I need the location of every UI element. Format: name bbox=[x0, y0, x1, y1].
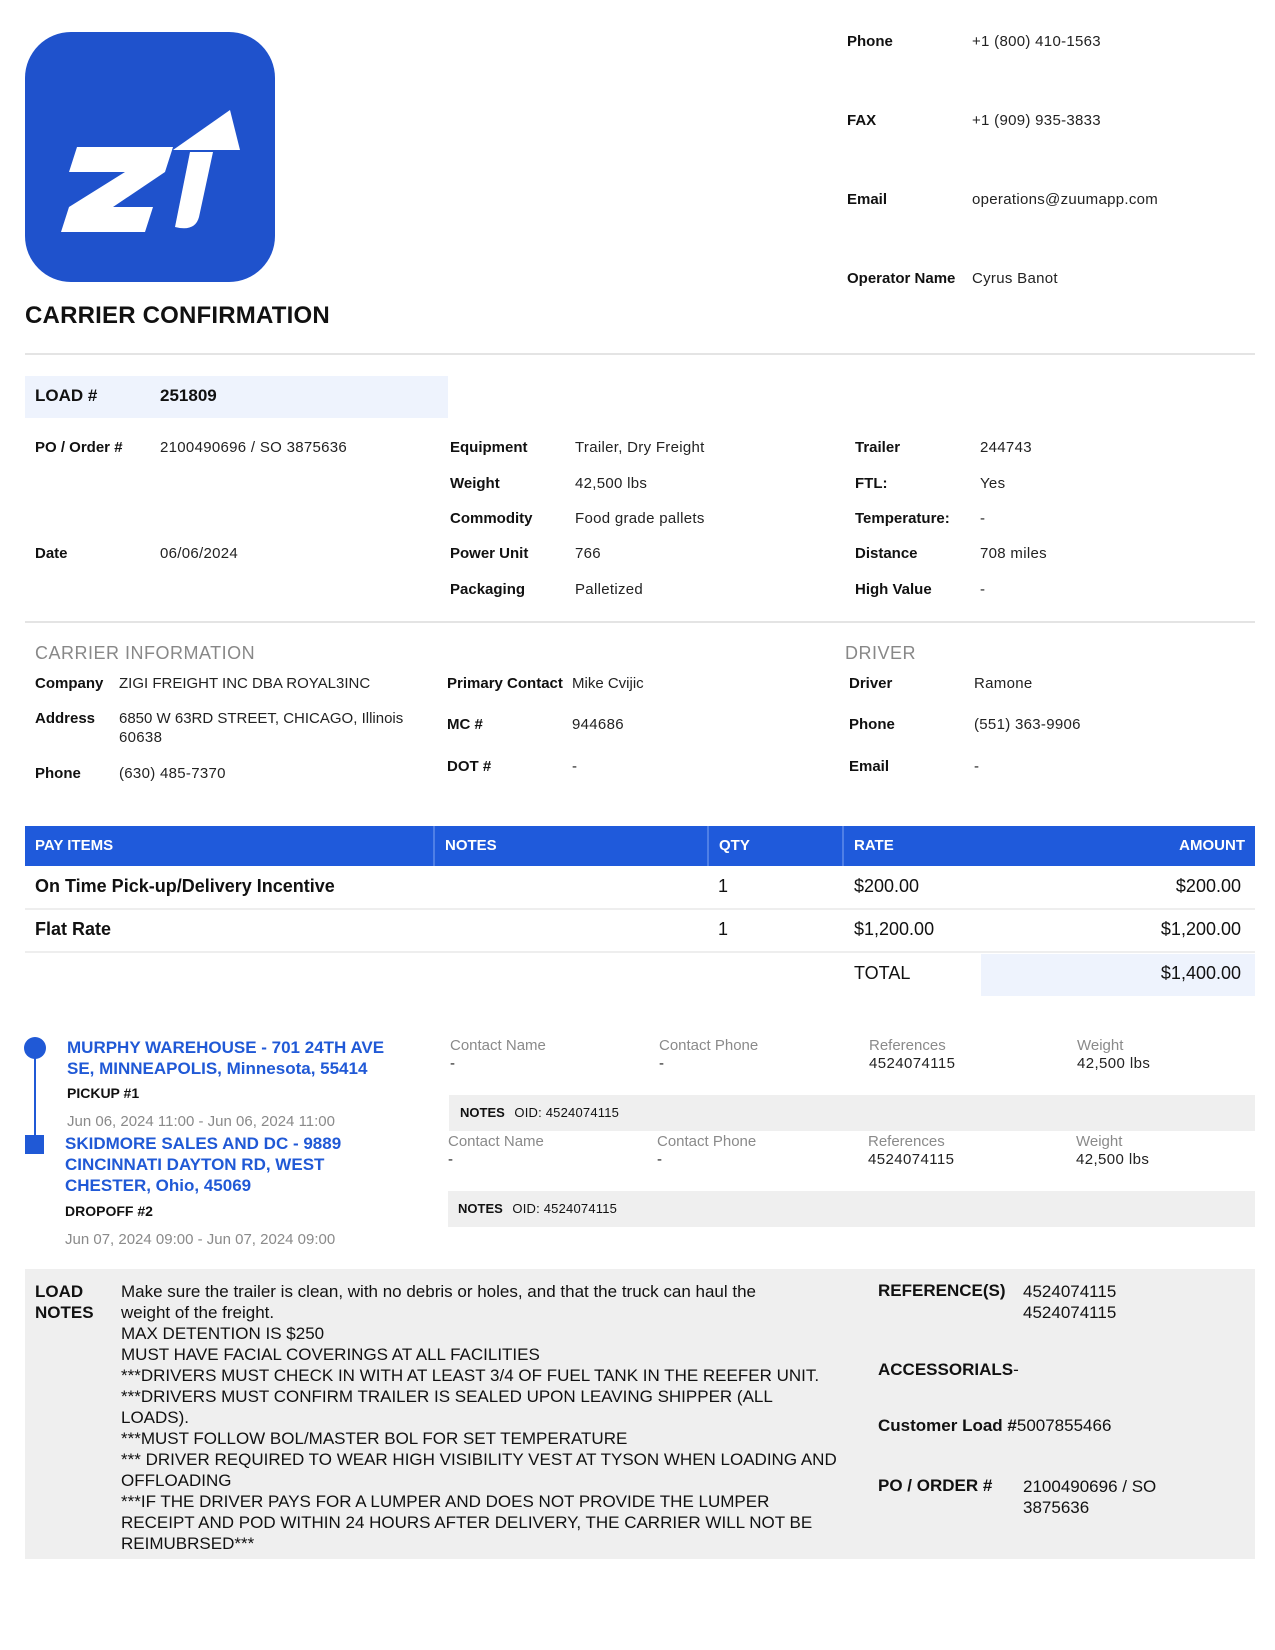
accessorials-label: ACCESSORIALS bbox=[878, 1360, 1014, 1379]
stop-type: DROPOFF #2 bbox=[65, 1203, 153, 1219]
notes-references-value bbox=[1023, 1281, 1116, 1323]
driver-label: Driver bbox=[849, 675, 893, 692]
packaging-value: Palletized bbox=[575, 581, 644, 598]
note-line: MUST HAVE FACIAL COVERINGS AT ALL FACILITIES bbox=[121, 1345, 540, 1364]
zuum-logo-icon bbox=[25, 32, 275, 282]
column-header-pay-items: PAY ITEMS bbox=[35, 837, 114, 854]
commodity-value: Food grade pallets bbox=[575, 510, 705, 527]
commodity-label: Commodity bbox=[450, 510, 533, 527]
address-line1: 6850 W 63RD STREET, CHICAGO, Illinois bbox=[119, 710, 404, 727]
note-line: ***IF THE DRIVER PAYS FOR A LUMPER AND DOES NOT PROVIDE THE LUMPER bbox=[121, 1492, 770, 1511]
driver-section-title: DRIVER bbox=[845, 643, 917, 663]
temperature-label: Temperature: bbox=[855, 510, 950, 527]
pay-item-amount: $1,200.00 bbox=[1160, 919, 1241, 939]
driver-phone-label: Phone bbox=[849, 716, 895, 733]
load-notes-text bbox=[121, 1281, 861, 1554]
note-line: *** DRIVER REQUIRED TO WEAR HIGH VISIBILITY VEST AT TYSON WHEN LOADING AND bbox=[121, 1450, 837, 1469]
primary-contact-label: Primary Contact bbox=[447, 675, 563, 692]
load-notes-label-line: LOAD bbox=[35, 1282, 84, 1301]
contact-name-value: - bbox=[448, 1151, 454, 1168]
total-label: TOTAL bbox=[854, 963, 911, 983]
carrier-phone-label: Phone bbox=[35, 765, 81, 782]
weight-value: 42,500 lbs bbox=[575, 475, 648, 492]
references-label: References bbox=[869, 1037, 946, 1054]
column-separator bbox=[842, 826, 844, 866]
stop-weight-value: 42,500 lbs bbox=[1077, 1055, 1151, 1072]
stop-name[interactable]: SKIDMORE SALES AND DC - 9889 bbox=[65, 1134, 342, 1153]
references-value: 4524074115 bbox=[869, 1055, 956, 1072]
reference-number: 4524074115 bbox=[1023, 1303, 1117, 1322]
dropoff-marker-icon bbox=[25, 1135, 44, 1154]
trailer-label: Trailer bbox=[855, 439, 901, 456]
trailer-value: 244743 bbox=[980, 439, 1032, 456]
driver-phone-value: (551) 363-9906 bbox=[974, 716, 1081, 733]
column-header-notes: NOTES bbox=[445, 837, 497, 854]
po-line: 3875636 bbox=[1023, 1498, 1090, 1517]
column-header-rate: RATE bbox=[854, 837, 894, 854]
distance-value: 708 miles bbox=[980, 545, 1047, 562]
stop-name[interactable]: MURPHY WAREHOUSE - 701 24TH AVE bbox=[67, 1038, 385, 1057]
power-unit-label: Power Unit bbox=[450, 545, 529, 562]
mc-value: 944686 bbox=[572, 716, 624, 733]
column-separator bbox=[707, 826, 709, 866]
references-value: 4524074115 bbox=[868, 1151, 955, 1168]
contact-phone-label: Phone bbox=[847, 33, 893, 50]
weight-label: Weight bbox=[450, 475, 500, 492]
pay-item-rate: $1,200.00 bbox=[854, 919, 935, 939]
stop-notes-label: NOTES bbox=[458, 1201, 503, 1216]
column-header-amount: AMOUNT bbox=[1179, 837, 1245, 854]
operator-name-label: Operator Name bbox=[847, 270, 956, 287]
note-line: ***MUST FOLLOW BOL/MASTER BOL FOR SET TEMPERATURE bbox=[121, 1429, 628, 1448]
stop-time: Jun 06, 2024 11:00 - Jun 06, 2024 11:00 bbox=[67, 1113, 335, 1130]
total-value: $1,400.00 bbox=[1160, 963, 1241, 983]
references-label: References bbox=[868, 1133, 945, 1150]
operator-name-value: Cyrus Banot bbox=[972, 270, 1058, 287]
dot-label: DOT # bbox=[447, 758, 492, 775]
reference-number: 4524074115 bbox=[1023, 1282, 1117, 1301]
high-value-value: - bbox=[980, 581, 986, 598]
divider bbox=[25, 621, 1255, 623]
contact-email-value: operations@zuumapp.com bbox=[972, 191, 1159, 208]
contact-phone-label: Contact Phone bbox=[657, 1133, 757, 1150]
stop-notes-value: OID: 4524074115 bbox=[514, 1105, 620, 1120]
stop-notes-bar bbox=[448, 1191, 1255, 1227]
pay-item-name: Flat Rate bbox=[35, 919, 112, 939]
distance-label: Distance bbox=[855, 545, 918, 562]
column-header-qty: QTY bbox=[719, 837, 750, 854]
dot-value: - bbox=[572, 758, 578, 775]
notes-references-label: REFERENCE(S) bbox=[878, 1281, 1006, 1300]
ftl-value: Yes bbox=[980, 475, 1006, 492]
temperature-value: - bbox=[980, 510, 986, 527]
load-number-value: 251809 bbox=[160, 386, 217, 405]
stop-type: PICKUP #1 bbox=[67, 1085, 140, 1101]
stop-name[interactable]: SE, MINNEAPOLIS, Minnesota, 55414 bbox=[67, 1059, 368, 1078]
page-title: CARRIER CONFIRMATION bbox=[25, 302, 330, 329]
accessorials-value: - bbox=[1013, 1360, 1019, 1379]
customer-load-value: 5007855466 bbox=[1016, 1416, 1112, 1435]
note-line: ***DRIVERS MUST CONFIRM TRAILER IS SEALED UPON LEAVING SHIPPER (ALL bbox=[121, 1387, 773, 1406]
load-notes-label bbox=[35, 1281, 94, 1323]
stop-notes-value: OID: 4524074115 bbox=[512, 1201, 618, 1216]
row-divider bbox=[25, 951, 1255, 953]
contact-name-label: Contact Name bbox=[450, 1037, 546, 1054]
note-line: weight of the freight. bbox=[121, 1303, 275, 1322]
pickup-marker-icon bbox=[24, 1037, 46, 1059]
customer-load-label: Customer Load # bbox=[878, 1416, 1017, 1435]
stop-weight-value: 42,500 lbs bbox=[1076, 1151, 1150, 1168]
pay-item-qty: 1 bbox=[718, 919, 729, 939]
driver-email-value: - bbox=[974, 758, 980, 775]
driver-email-label: Email bbox=[849, 758, 890, 775]
note-line: LOADS). bbox=[121, 1408, 190, 1427]
pay-item-amount: $200.00 bbox=[1175, 876, 1241, 896]
notes-po-value bbox=[1023, 1476, 1156, 1518]
po-line: 2100490696 / SO bbox=[1023, 1477, 1157, 1496]
note-line: REIMUBRSED*** bbox=[121, 1534, 255, 1553]
contact-name-value: - bbox=[450, 1055, 456, 1072]
pay-item-rate: $200.00 bbox=[854, 876, 920, 896]
po-order-label: PO / Order # bbox=[35, 439, 123, 456]
contact-phone-value: +1 (800) 410-1563 bbox=[972, 33, 1101, 50]
note-line: ***DRIVERS MUST CHECK IN WITH AT LEAST 3/4 OF FUEL TANK IN THE REEFER UNIT. bbox=[121, 1366, 820, 1385]
pay-item-qty: 1 bbox=[718, 876, 729, 896]
equipment-value: Trailer, Dry Freight bbox=[575, 439, 705, 456]
mc-label: MC # bbox=[447, 716, 483, 733]
contact-fax-label: FAX bbox=[847, 112, 877, 129]
company-value: ZIGI FREIGHT INC DBA ROYAL3INC bbox=[119, 675, 371, 692]
row-divider bbox=[25, 908, 1255, 910]
company-logo bbox=[25, 32, 275, 282]
load-notes-label-line: NOTES bbox=[35, 1303, 94, 1322]
high-value-label: High Value bbox=[855, 581, 932, 598]
contact-phone-label: Contact Phone bbox=[659, 1037, 759, 1054]
stop-notes-label: NOTES bbox=[460, 1105, 505, 1120]
note-line: OFFLOADING bbox=[121, 1471, 232, 1490]
po-order-value: 2100490696 / SO 3875636 bbox=[160, 439, 348, 456]
equipment-label: Equipment bbox=[450, 439, 528, 456]
customer-load-row bbox=[878, 1416, 1111, 1436]
stop-notes-bar bbox=[449, 1095, 1255, 1131]
address-label: Address bbox=[35, 710, 96, 727]
contact-name-label: Contact Name bbox=[448, 1133, 544, 1150]
contact-phone-value: - bbox=[657, 1151, 663, 1168]
pay-items-table bbox=[25, 826, 1255, 866]
pay-item-name: On Time Pick-up/Delivery Incentive bbox=[35, 876, 335, 896]
stop-weight-label: Weight bbox=[1077, 1037, 1124, 1054]
date-label: Date bbox=[35, 545, 68, 562]
divider bbox=[25, 353, 1255, 355]
date-value: 06/06/2024 bbox=[160, 545, 239, 562]
packaging-label: Packaging bbox=[450, 581, 526, 598]
stop-time: Jun 07, 2024 09:00 - Jun 07, 2024 09:00 bbox=[65, 1231, 336, 1248]
load-number-label: LOAD # bbox=[35, 386, 98, 405]
stop-weight-label: Weight bbox=[1076, 1133, 1123, 1150]
route-line bbox=[34, 1048, 36, 1140]
contact-email-label: Email bbox=[847, 191, 888, 208]
note-line: MAX DETENTION IS $250 bbox=[121, 1324, 325, 1343]
note-line: RECEIPT AND POD WITHIN 24 HOURS AFTER DELIVERY, THE CARRIER WILL NOT BE bbox=[121, 1513, 813, 1532]
primary-contact-value: Mike Cvijic bbox=[572, 675, 644, 692]
stop-name[interactable]: CHESTER, Ohio, 45069 bbox=[65, 1176, 252, 1195]
contact-phone-value: - bbox=[659, 1055, 665, 1072]
address-line2: 60638 bbox=[119, 729, 163, 746]
stop-name[interactable]: CINCINNATI DAYTON RD, WEST bbox=[65, 1155, 325, 1174]
carrier-section-title: CARRIER INFORMATION bbox=[35, 643, 256, 663]
column-separator bbox=[433, 826, 435, 866]
accessorials-row bbox=[878, 1360, 1019, 1380]
ftl-label: FTL: bbox=[855, 475, 888, 492]
contact-fax-value: +1 (909) 935-3833 bbox=[972, 112, 1101, 129]
driver-value: Ramone bbox=[974, 675, 1033, 692]
note-line: Make sure the trailer is clean, with no debris or holes, and that the truck can haul the bbox=[121, 1282, 757, 1301]
power-unit-value: 766 bbox=[575, 545, 601, 562]
company-label: Company bbox=[35, 675, 104, 692]
carrier-phone-value: (630) 485-7370 bbox=[119, 765, 226, 782]
notes-po-label: PO / ORDER # bbox=[878, 1476, 993, 1495]
